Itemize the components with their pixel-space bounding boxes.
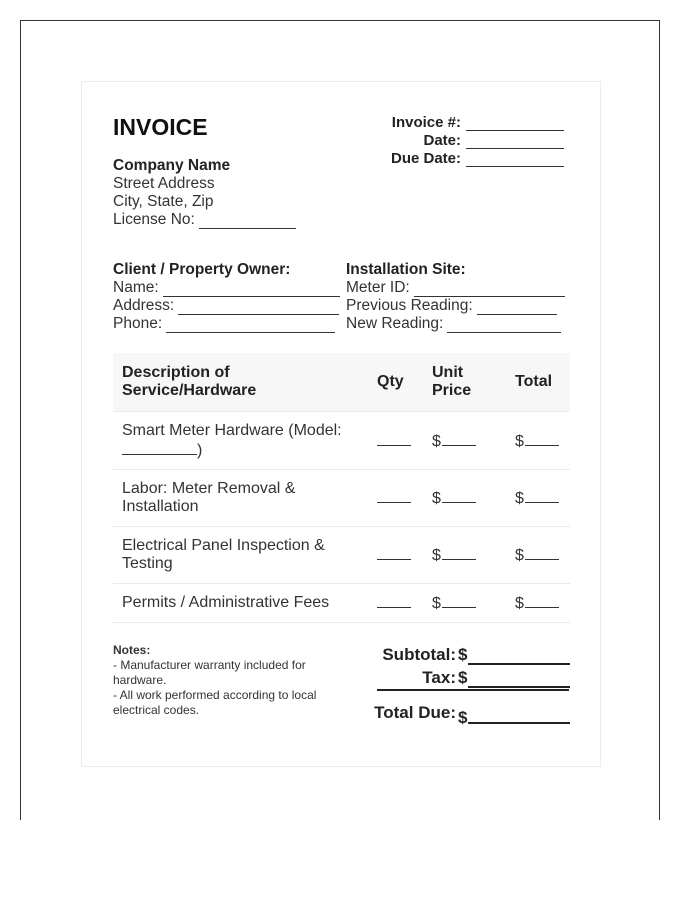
row-description: Labor: Meter Removal & Installation (113, 470, 368, 527)
due-date-blank (466, 152, 564, 167)
total-divider (377, 689, 569, 691)
invoice-number-field (370, 113, 570, 131)
row-qty (368, 584, 423, 623)
tax-row (370, 668, 570, 688)
previous-reading-blank (477, 300, 557, 315)
date-label: Date: (423, 132, 461, 149)
row-unit-price (423, 470, 506, 527)
meter-id-field (346, 279, 565, 297)
date-field (370, 131, 570, 149)
client-name-field (113, 279, 340, 297)
notes-title: Notes: (113, 643, 151, 657)
notes-line: - Manufacturer warranty included for hardware. (113, 658, 306, 687)
due-date-label: Due Date: (390, 150, 461, 167)
subtotal-row (370, 645, 570, 665)
license-field (113, 211, 296, 229)
meter-id-label: Meter ID: (346, 279, 410, 296)
unit-price-blank (442, 431, 476, 446)
row-total (506, 584, 570, 623)
table-row (113, 527, 570, 584)
column-header-description: Description of Service/Hardware (113, 353, 368, 412)
new-reading-label: New Reading: (346, 315, 444, 332)
previous-reading-field (346, 297, 557, 315)
qty-blank (377, 431, 411, 446)
license-blank (199, 214, 296, 229)
total-blank (525, 431, 559, 446)
row-description-suffix: ) (197, 441, 203, 459)
client-address-field (113, 297, 339, 315)
client-address-label: Address: (113, 297, 175, 314)
row-description (113, 412, 368, 470)
row-qty (368, 470, 423, 527)
notes-line: - All work performed according to local electrical codes. (113, 688, 317, 717)
row-description-text: Smart Meter Hardware (Model: (122, 421, 342, 439)
qty-blank (377, 593, 411, 608)
currency-symbol: $ (432, 490, 441, 507)
line-items-table (113, 353, 570, 623)
row-unit-price (423, 584, 506, 623)
client-phone-label: Phone: (113, 315, 163, 332)
row-unit-price (423, 412, 506, 470)
company-name: Company Name (113, 157, 231, 174)
company-city-state-zip: City, State, Zip (113, 193, 214, 210)
total-blank (525, 545, 559, 560)
client-heading: Client / Property Owner: (113, 261, 291, 278)
row-qty (368, 527, 423, 584)
unit-price-blank (442, 593, 476, 608)
currency-symbol: $ (458, 645, 468, 664)
total-due-blank (468, 706, 570, 724)
total-blank (525, 593, 559, 608)
license-label: License No: (113, 211, 195, 228)
table-row (113, 412, 570, 470)
row-total (506, 527, 570, 584)
new-reading-blank (447, 318, 561, 333)
currency-symbol: $ (432, 547, 441, 564)
qty-blank (377, 545, 411, 560)
invoice-number-blank (466, 116, 564, 131)
due-date-field (370, 149, 570, 167)
subtotal-blank (468, 647, 570, 665)
client-address-blank (178, 300, 339, 315)
tax-blank (468, 670, 570, 688)
unit-price-blank (442, 488, 476, 503)
table-header-row (113, 353, 570, 412)
row-qty (368, 412, 423, 470)
row-total (506, 412, 570, 470)
client-phone-field (113, 315, 335, 333)
new-reading-field (346, 315, 561, 333)
model-blank (122, 440, 197, 455)
site-heading: Installation Site: (346, 261, 466, 278)
row-total (506, 470, 570, 527)
currency-symbol: $ (515, 432, 524, 450)
notes-section (113, 643, 343, 718)
unit-price-blank (442, 545, 476, 560)
table-row (113, 584, 570, 623)
invoice-number-label: Invoice #: (391, 114, 461, 131)
column-header-unit-price: Unit Price (423, 353, 506, 412)
column-header-total: Total (506, 353, 570, 412)
client-name-blank (163, 282, 340, 297)
row-description: Permits / Administrative Fees (113, 584, 368, 623)
currency-symbol: $ (432, 595, 441, 612)
tax-label: Tax: (422, 668, 456, 687)
total-blank (525, 488, 559, 503)
total-due-row (370, 692, 570, 732)
client-name-label: Name: (113, 279, 159, 296)
invoice-title: INVOICE (113, 114, 208, 140)
client-phone-blank (166, 318, 335, 333)
qty-blank (377, 488, 411, 503)
column-header-qty: Qty (368, 353, 423, 412)
currency-symbol: $ (515, 547, 524, 564)
currency-symbol: $ (432, 432, 441, 450)
table-row (113, 470, 570, 527)
currency-symbol: $ (458, 708, 468, 727)
subtotal-label: Subtotal: (382, 645, 456, 664)
company-street: Street Address (113, 175, 215, 192)
date-blank (466, 134, 564, 149)
total-due-label: Total Due: (374, 702, 456, 722)
currency-symbol: $ (515, 490, 524, 507)
row-description: Electrical Panel Inspection & Testing (113, 527, 368, 584)
currency-symbol: $ (458, 668, 468, 687)
previous-reading-label: Previous Reading: (346, 297, 473, 314)
meter-id-blank (414, 282, 565, 297)
row-unit-price (423, 527, 506, 584)
currency-symbol: $ (515, 595, 524, 612)
